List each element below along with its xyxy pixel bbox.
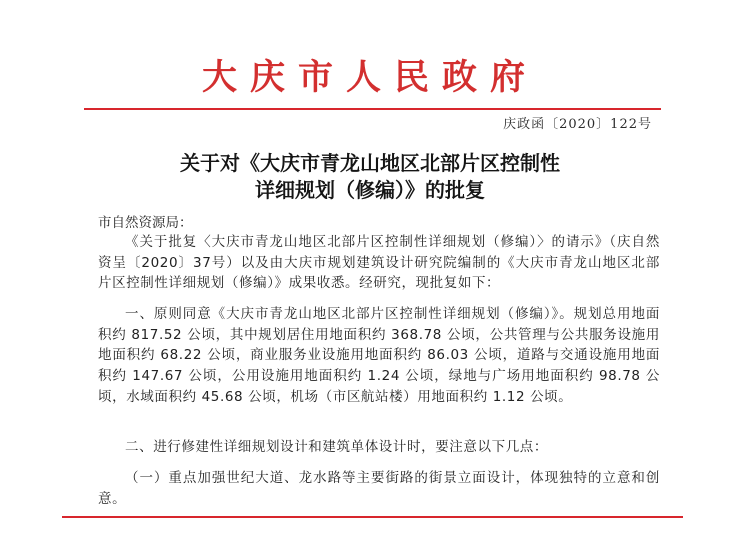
footer-red-rule [62, 516, 683, 518]
body-paragraph: 一、原则同意《大庆市青龙山地区北部片区控制性详细规划（修编）》。规划总用地面积约 817.52 公顷，其中规划居住用地面积约 368.78 公顷，公共管理与公共服务设施用地面积约 68.22 公顷，商业服务业设施用地面积约 86.03 公顷，道路与交通设施用地面积约 147.67 公顷，公用设施用地面积约 1.24 公顷，绿地与广场用地面积约 98.78 公顷，水域面积约 45.68 公顷，机场（市区航站楼）用地面积约 1.12 公顷。 [98, 306, 660, 405]
body-paragraph: （一）重点加强世纪大道、龙水路等主要街路的街景立面设计，体现独特的立意和创意。 [98, 470, 660, 507]
document-number: 庆政函〔2020〕122号 [503, 117, 652, 132]
document-title [0, 150, 740, 204]
title-line-2: 详细规划（修编）》的批复 [255, 178, 485, 202]
body-paragraph: 《关于批复〈大庆市青龙山地区北部片区控制性详细规划（修编）〉的请示》（庆自然资呈〔2020〕37号）以及由大庆市规划建筑设计研究院编制的《大庆市青龙山地区北部片区控制性详细规划（修编）》成果收悉。经研究，现批复如下： [98, 234, 660, 292]
body-paragraph: 二、进行修建性详细规划设计和建筑单体设计时，要注意以下几点： [125, 439, 548, 455]
header-red-rule [84, 108, 661, 110]
salutation: 市自然资源局： [98, 215, 193, 231]
issuing-authority-header: 大庆市人民政府 [201, 57, 538, 98]
title-line-1: 关于对《大庆市青龙山地区北部片区控制性 [180, 151, 560, 175]
